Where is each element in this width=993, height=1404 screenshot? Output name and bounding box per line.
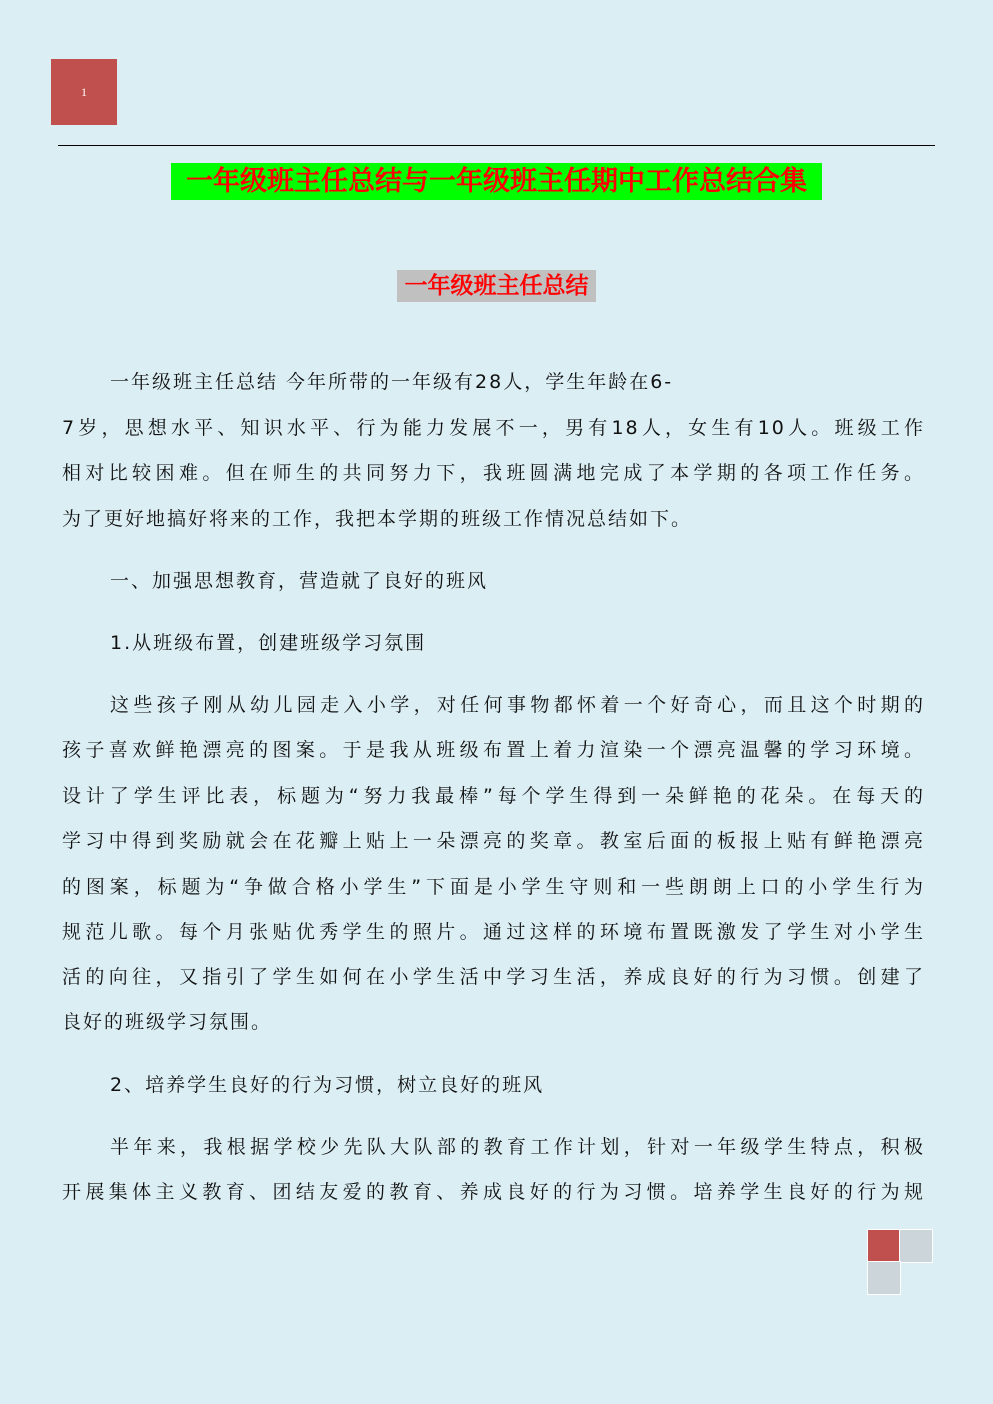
- paragraph-line: 7岁，思想水平、知识水平、行为能力发展不一，男有18人，女生有10人。班级工作: [62, 417, 925, 439]
- paragraph-line: 活的向往，又指引了学生如何在小学生活中学习生活，养成良好的行为习惯。创建了: [62, 966, 925, 988]
- paragraph-line: 孩子喜欢鲜艳漂亮的图案。于是我从班级布置上着力渲染一个漂亮温馨的学习环境。: [62, 739, 925, 761]
- page-number: 1: [81, 84, 87, 99]
- decorative-square-gray: [867, 1261, 901, 1295]
- heading-line: 一、加强思想教育，营造就了良好的班风: [110, 570, 489, 592]
- paragraph-line: 为了更好地搞好将来的工作，我把本学期的班级工作情况总结如下。: [62, 508, 693, 530]
- decorative-square-red: [867, 1229, 901, 1263]
- paragraph-line: 这些孩子刚从幼儿园走入小学，对任何事物都怀着一个好奇心，而且这个时期的: [110, 694, 925, 716]
- paragraph-line: 设计了学生评比表，标题为“努力我最棒”每个学生得到一朵鲜艳的花朵。在每天的: [62, 785, 925, 807]
- paragraph-line: 半年来，我根据学校少先队大队部的教育工作计划，针对一年级学生特点，积极: [110, 1136, 925, 1158]
- paragraph-line: 学习中得到奖励就会在花瓣上贴上一朵漂亮的奖章。教室后面的板报上贴有鲜艳漂亮: [62, 830, 925, 852]
- section-title: 一年级班主任总结: [397, 270, 596, 302]
- paragraph-line: 的图案，标题为“争做合格小学生”下面是小学生守则和一些朗朗上口的小学生行为: [62, 876, 925, 898]
- heading-line: 1.从班级布置，创建班级学习氛围: [110, 632, 427, 654]
- paragraph-line: 相对比较困难。但在师生的共同努力下，我班圆满地完成了本学期的各项工作任务。: [62, 462, 925, 484]
- page-number-badge: [51, 59, 117, 125]
- paragraph-line: 一年级班主任总结 今年所带的一年级有28人，学生年龄在6-: [110, 371, 674, 393]
- heading-line: 2、培养学生良好的行为习惯，树立良好的班风: [110, 1074, 545, 1096]
- header-divider: [58, 145, 935, 146]
- paragraph-line: 良好的班级学习氛围。: [62, 1011, 273, 1033]
- paragraph-line: 开展集体主义教育、团结友爱的教育、养成良好的行为习惯。培养学生良好的行为规: [62, 1181, 925, 1203]
- decorative-square-gray: [899, 1229, 933, 1263]
- paragraph-line: 规范儿歌。每个月张贴优秀学生的照片。通过这样的环境布置既激发了学生对小学生: [62, 921, 925, 943]
- document-title: 一年级班主任总结与一年级班主任期中工作总结合集: [171, 163, 822, 200]
